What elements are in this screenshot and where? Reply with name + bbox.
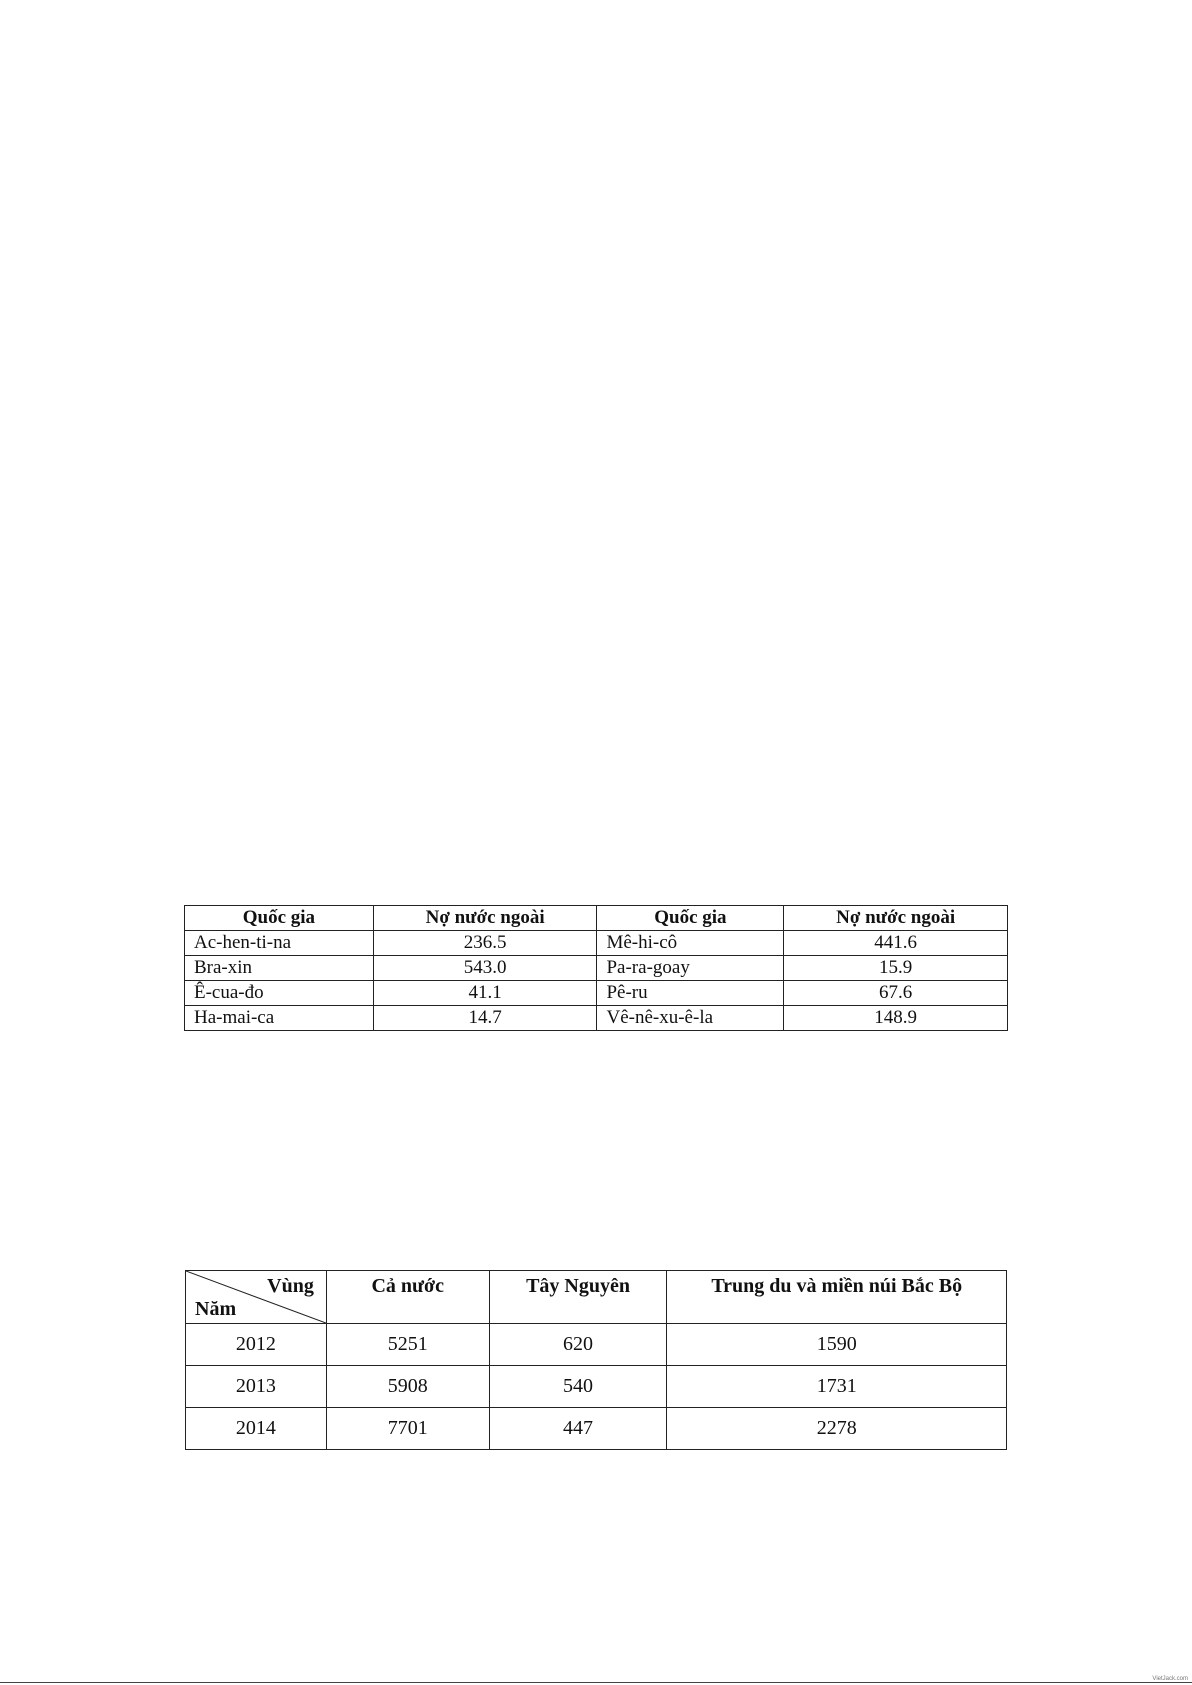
country-cell: Pa-ra-goay xyxy=(597,956,784,981)
corner-label-region: Vùng xyxy=(267,1275,314,1297)
header-northern-midlands: Trung du và miền núi Bắc Bộ xyxy=(667,1271,1007,1324)
table-row xyxy=(186,1408,1007,1450)
header-country-2: Quốc gia xyxy=(597,906,784,931)
value-cell: 1590 xyxy=(667,1324,1007,1366)
value-cell: 620 xyxy=(489,1324,667,1366)
table-row xyxy=(185,1006,1008,1031)
debt-cell: 67.6 xyxy=(784,981,1008,1006)
value-cell: 5251 xyxy=(326,1324,489,1366)
debt-cell: 148.9 xyxy=(784,1006,1008,1031)
debt-cell: 14.7 xyxy=(373,1006,597,1031)
country-cell: Pê-ru xyxy=(597,981,784,1006)
table-header-row xyxy=(185,906,1008,931)
debt-cell: 441.6 xyxy=(784,931,1008,956)
debt-cell: 543.0 xyxy=(373,956,597,981)
country-cell: Ac-hen-ti-na xyxy=(185,931,374,956)
header-debt-2: Nợ nước ngoài xyxy=(784,906,1008,931)
header-whole-country: Cả nước xyxy=(326,1271,489,1324)
year-cell: 2014 xyxy=(186,1408,327,1450)
value-cell: 2278 xyxy=(667,1408,1007,1450)
header-debt-1: Nợ nước ngoài xyxy=(373,906,597,931)
country-cell: Mê-hi-cô xyxy=(597,931,784,956)
year-cell: 2013 xyxy=(186,1366,327,1408)
country-cell: Vê-nê-xu-ê-la xyxy=(597,1006,784,1031)
header-country-1: Quốc gia xyxy=(185,906,374,931)
value-cell: 5908 xyxy=(326,1366,489,1408)
debt-cell: 236.5 xyxy=(373,931,597,956)
foreign-debt-table xyxy=(184,905,1008,1031)
corner-label-year: Năm xyxy=(195,1298,237,1320)
value-cell: 1731 xyxy=(667,1366,1007,1408)
value-cell: 540 xyxy=(489,1366,667,1408)
year-cell: 2012 xyxy=(186,1324,327,1366)
value-cell: 7701 xyxy=(326,1408,489,1450)
header-tay-nguyen: Tây Nguyên xyxy=(489,1271,667,1324)
value-cell: 447 xyxy=(489,1408,667,1450)
diagonal-corner-cell xyxy=(186,1271,327,1324)
footer-watermark: VietJack.com xyxy=(1152,1676,1188,1682)
country-cell: Ê-cua-đo xyxy=(185,981,374,1006)
table-row xyxy=(185,931,1008,956)
page-bottom-rule xyxy=(0,1682,1192,1683)
table-row xyxy=(186,1366,1007,1408)
country-cell: Bra-xin xyxy=(185,956,374,981)
region-table xyxy=(185,1270,1007,1450)
country-cell: Ha-mai-ca xyxy=(185,1006,374,1031)
debt-cell: 15.9 xyxy=(784,956,1008,981)
table-row xyxy=(186,1324,1007,1366)
table-header-row xyxy=(186,1271,1007,1324)
table-row xyxy=(185,956,1008,981)
debt-cell: 41.1 xyxy=(373,981,597,1006)
table-row xyxy=(185,981,1008,1006)
